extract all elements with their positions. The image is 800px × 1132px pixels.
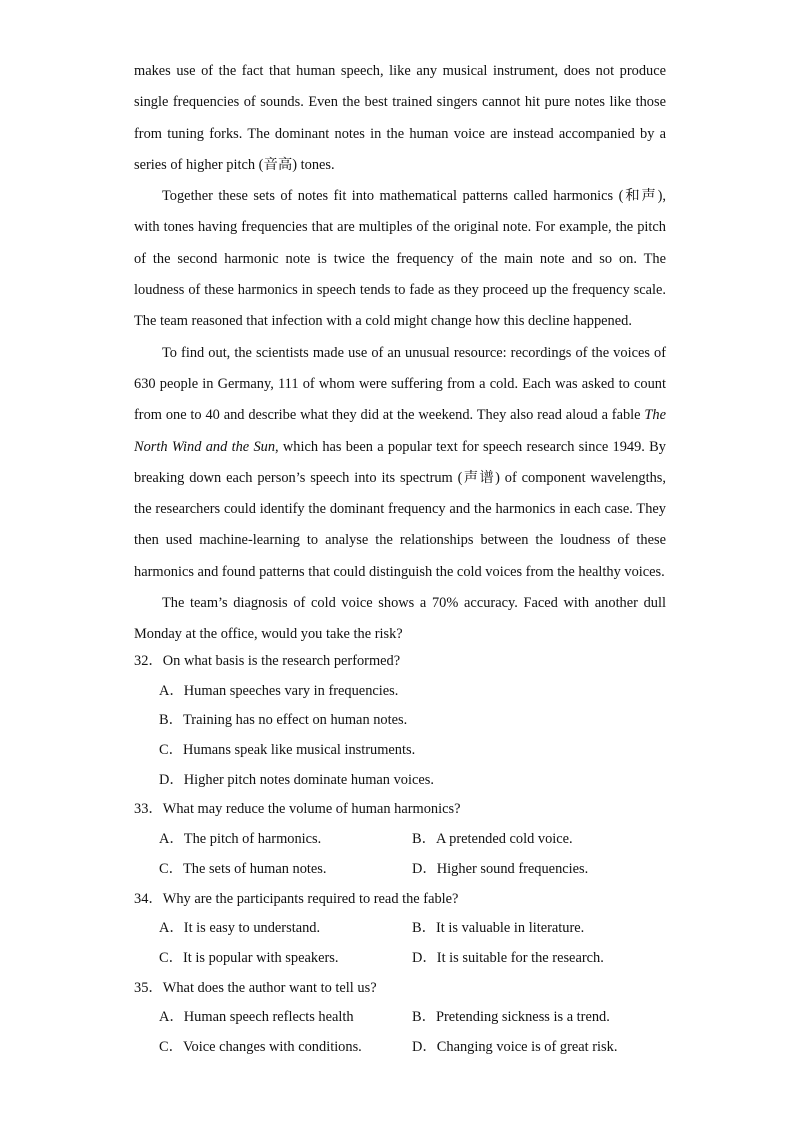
reading-passage: [134, 56, 666, 651]
option-a: A．Human speeches vary in frequencies.: [159, 682, 399, 699]
option-b: B．It is valuable in literature.: [412, 920, 585, 937]
question-34: [134, 885, 694, 974]
option-c: C．Humans speak like musical instruments.: [159, 742, 416, 759]
passage-paragraph-3: [134, 338, 666, 588]
passage-paragraph-2: Together these sets of notes fit into mathematical patterns called harmonics (和声), with tones having frequencies that are multiples of the original note. For example, the pitch of the second harmonic note is twice the frequency of the main note and so on. The loudness of these harmonics in speech tends to fade as they proceed up the frequency scale. The team reasoned that infection with a cold might change how this decline happened.: [134, 188, 666, 330]
option-c: C．The sets of human notes.: [159, 860, 327, 877]
question-stem: 32．On what basis is the research performed?: [134, 653, 401, 669]
paragraph-3-text-before: To find out, the scientists made use of an unusual resource: recordings of the voices of 630 people in Germany, 111 of whom were suffering from a cold. Each was asked to count from one to 40 and describe what they did at the weekend. They also read aloud a fable: [134, 344, 666, 424]
question-stem: 33．What may reduce the volume of human harmonics?: [134, 801, 461, 818]
question-35: [134, 974, 694, 1063]
option-b: B．A pretended cold voice.: [412, 831, 573, 848]
option-b: B．Training has no effect on human notes.: [159, 712, 408, 729]
question-stem: 35．What does the author want to tell us?: [134, 979, 377, 996]
paragraph-3-text-after: , which has been a popular text for speech research since 1949. By breaking down each person’s speech into its spectrum (声谱) of component wavelengths, the researchers could identify the dominant frequency and the harmonics in each case. They then used machine-learning to analyse the relationships between the loudness of these harmonics and found patterns that could distinguish the cold voices from the healthy voices.: [134, 438, 666, 580]
question-32: [134, 647, 694, 795]
option-row: [134, 825, 694, 855]
option-c: C．It is popular with speakers.: [159, 949, 339, 966]
option-a: A．It is easy to understand.: [159, 920, 321, 937]
option-row: [134, 1003, 694, 1033]
option-a: A．Human speech reflects health: [159, 1009, 354, 1026]
option-d: D．Changing voice is of great risk.: [412, 1038, 618, 1055]
option-d: D．It is suitable for the research.: [412, 949, 604, 966]
option-c: C．Voice changes with conditions.: [159, 1038, 362, 1055]
passage-paragraph-4: The team’s diagnosis of cold voice shows a 70% accuracy. Faced with another dull Monday at the office, would you take the risk?: [134, 595, 666, 643]
question-stem: 34．Why are the participants required to read the fable?: [134, 890, 459, 907]
fable-title: The North Wind and the Sun: [134, 407, 666, 455]
option-d: D．Higher pitch notes dominate human voices.: [159, 771, 434, 788]
option-d: D．Higher sound frequencies.: [412, 860, 589, 877]
option-row: [134, 914, 694, 944]
passage-paragraph-1: makes use of the fact that human speech, like any musical instrument, does not produce single frequencies of sounds. Even the best trained singers cannot hit pure notes like those from tuning forks. The dominant notes in the human voice are instead accompanied by a series of higher pitch (音高) tones.: [134, 63, 666, 173]
option-row: [134, 855, 694, 885]
option-a: A．The pitch of harmonics.: [159, 831, 322, 848]
option-row: [134, 1033, 694, 1063]
option-b: B．Pretending sickness is a trend.: [412, 1009, 610, 1026]
question-33: [134, 795, 694, 884]
question-list: [134, 647, 694, 1063]
option-row: [134, 944, 694, 974]
